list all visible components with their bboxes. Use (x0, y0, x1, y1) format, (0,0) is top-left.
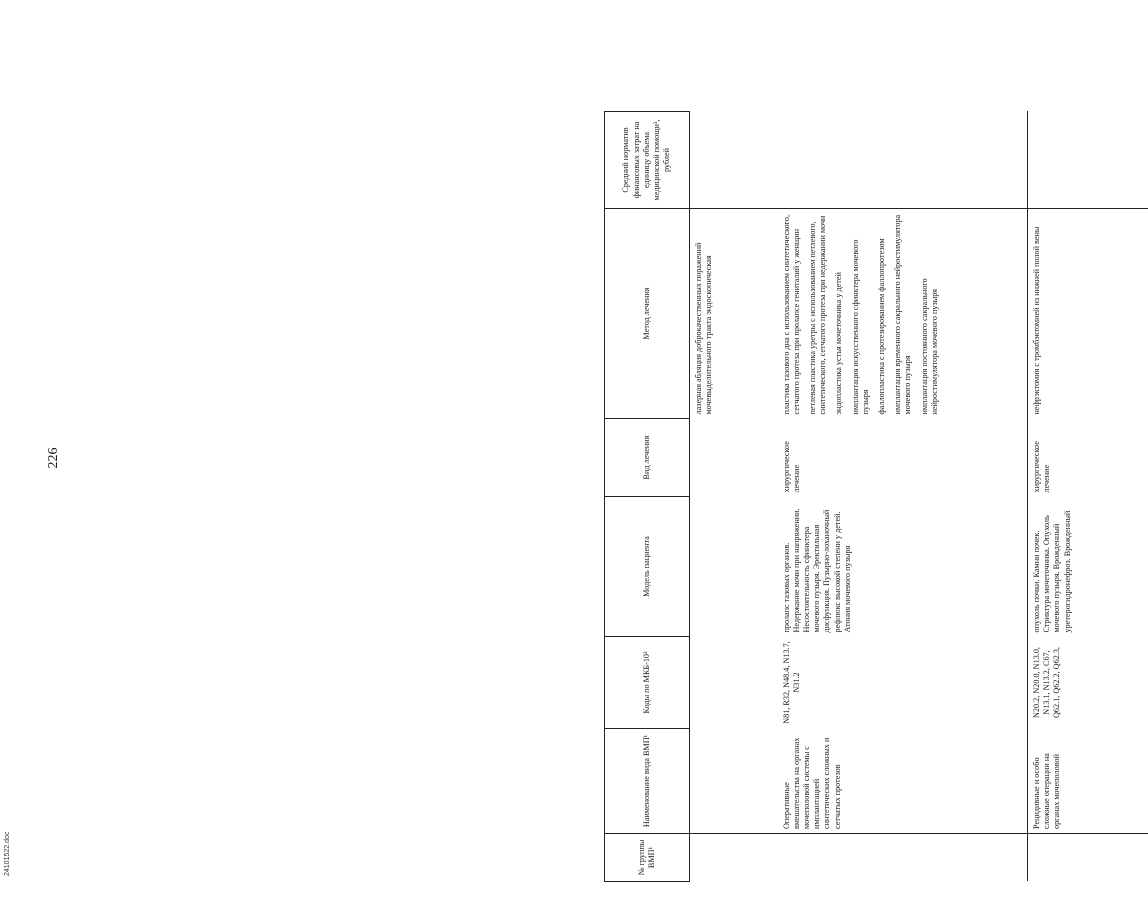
method-item: пластика тазового дна с использованием синтетического, сетчатого протеза при пролапсе гениталий у женщин (781, 214, 801, 415)
cell-codes: N81, R32, N48.4, N13.7, N31.2 (781, 641, 801, 724)
header-codes: Коды по МКБ-10² (605, 637, 690, 729)
header-method: Метод лечения (605, 209, 690, 419)
cell-norm (1028, 112, 1148, 209)
table-row (690, 112, 778, 882)
table-header-row (605, 112, 690, 882)
method-item: нефрэктомия с тромбэктомией из нижней полой вены (1032, 226, 1041, 415)
header-norm: Средний норматив финансовых затрат на единицу объема медицинской помощи³, рублей (605, 112, 690, 209)
method-item: эндопластика устья мочеточника у детей (834, 272, 844, 415)
method-item: имплантация постоянного сакрального нейростимулятора мочевого пузыря (919, 278, 939, 415)
method-item: имплантация временного сакрального нейростимулятора мочевого пузыря (893, 214, 913, 415)
cell-methods (1028, 209, 1148, 419)
cell-name: Рецидивные и особо сложные операции на органах мочеполовой (1028, 729, 1148, 834)
method-item: петлевая пластика уретры с использованием петлевого, синтетического, сетчатого протеза при недержании мочи (807, 215, 828, 415)
cell-model (690, 497, 778, 637)
cell-group (778, 834, 1028, 882)
method-item: лазерная абляция доброкачественных поражений мочевыделительного тракта эндоскопическая (694, 242, 714, 415)
page-number: 226 (46, 447, 61, 469)
table-row (1028, 112, 1148, 882)
cell-name (690, 729, 778, 834)
cell-type: хирургическое лечение (1028, 419, 1148, 497)
cell-type: хирургическое лечение (781, 441, 801, 493)
method-item: фаллопластика с протезированием фаллопротезом (876, 238, 886, 415)
cell-norm (778, 112, 1028, 209)
document-id: 24101522.doc (4, 831, 11, 876)
cell-group (690, 834, 778, 882)
cell-codes (690, 637, 778, 729)
header-type: Вид лечения (605, 419, 690, 497)
rotated-table-wrapper (604, 112, 1114, 882)
table-row (778, 112, 1028, 882)
cell-codes: N20.2, N20.0, N13.0, N13.1, N13.2, C67, Q62.1, Q62.2, Q62.3, (1028, 637, 1148, 729)
cell-model: пролапс тазовых органов. Недержание мочи при напряжении. Несостоятельность сфинктера мочевого пузыря. Эректильная дисфункция. Пузырно-лоханочный рефлюкс высокой степени у детей. Атония мочевого пузыря (781, 508, 852, 633)
cell-methods (778, 209, 1028, 419)
cell-norm (690, 112, 778, 209)
cell-model: опухоль почки. Камни почек. Стриктура мочеточника. Опухоль мочевого пузыря. Врожденный уретерогидронефроз. Врожденный (1028, 497, 1148, 637)
cell-type (690, 419, 778, 497)
method-item: имплантация искусственного сфинктера мочевого пузыря (850, 239, 870, 415)
vmp-table (604, 111, 1148, 882)
header-group: № группы ВМП¹ (605, 834, 690, 882)
cell-methods (690, 209, 778, 419)
header-model: Модель пациента (605, 497, 690, 637)
cell-group (1028, 834, 1148, 882)
header-name: Наименование вида ВМП¹ (605, 729, 690, 834)
cell-name: Оперативные вмешательства на органах мочеполовой системы с имплантацией синтетических сложных и сетчатых протезов (781, 737, 842, 829)
